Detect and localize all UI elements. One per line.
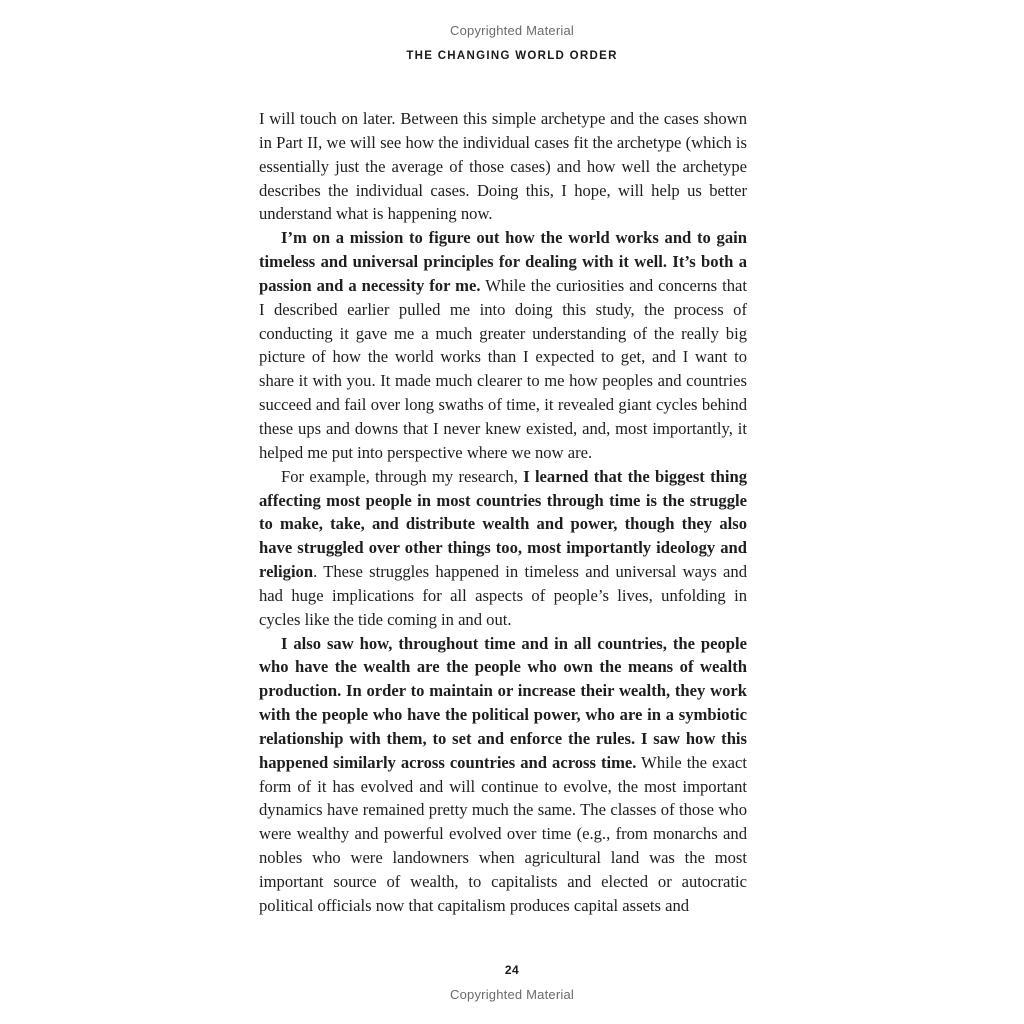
paragraph-2-text: While the curiosities and concerns that I described earlier pulled me into doing this study, the process of conducting it gave me a much greater understanding of the really big picture of how the world works than I expected to get, and I want to share it with you. It made much clearer to me how peoples and countries succeed and fail over long swaths of time, it revealed giant cycles behind these ups and downs that I never knew existed, and, most importantly, it helped me put into perspective where we now are.	[259, 275, 747, 462]
page-body	[259, 107, 747, 918]
paragraph-4	[259, 632, 747, 918]
paragraph-3-bold: I learned that the biggest thing affecting most people in most countries through time is the struggle to make, take, and distribute wealth and power, though they also have struggled over other things too, most importantly ideology and religion	[259, 466, 748, 582]
paragraph-4-bold: I also saw how, throughout time and in all countries, the people who have the wealth are the people who own the means of wealth production. In order to maintain or increase their wealth, they work with the people who have the political power, who are in a symbiotic relationship with them, to set and enforce the rules. I saw how this happened similarly across countries and across time.	[259, 633, 747, 772]
page-number: 24	[504, 963, 520, 977]
paragraph-2	[259, 226, 747, 464]
paragraph-3-lead: For example, through my research,	[281, 466, 524, 486]
paragraph-3	[259, 465, 747, 632]
running-head: THE CHANGING WORLD ORDER	[406, 50, 618, 62]
copyright-notice-top: Copyrighted Material	[450, 23, 574, 38]
paragraph-3-text: . These struggles happened in timeless and universal ways and had huge implications for all aspects of people’s lives, unfolding in cycles like the tide coming in and out.	[259, 562, 747, 629]
copyright-notice-bottom: Copyrighted Material	[450, 987, 574, 1002]
paragraph-2-bold: I’m on a mission to figure out how the world works and to gain timeless and universal principles for dealing with it well. It’s both a passion and a necessity for me.	[259, 228, 747, 295]
paragraph-1: I will touch on later. Between this simple archetype and the cases shown in Part II, we will see how the individual cases fit the archetype (which is essentially just the average of those cases) and how well the archetype describes the individual cases. Doing this, I hope, will help us better understand what is happening now.	[259, 109, 747, 224]
paragraph-4-text: While the exact form of it has evolved and will continue to evolve, the most important dynamics have remained pretty much the same. The classes of those who were wealthy and powerful evolved over time (e.g., from monarchs and nobles who were landowners when agricultural land was the most important source of wealth, to capitalists and elected or autocratic political officials now that capitalism produces capital assets and	[259, 752, 747, 915]
